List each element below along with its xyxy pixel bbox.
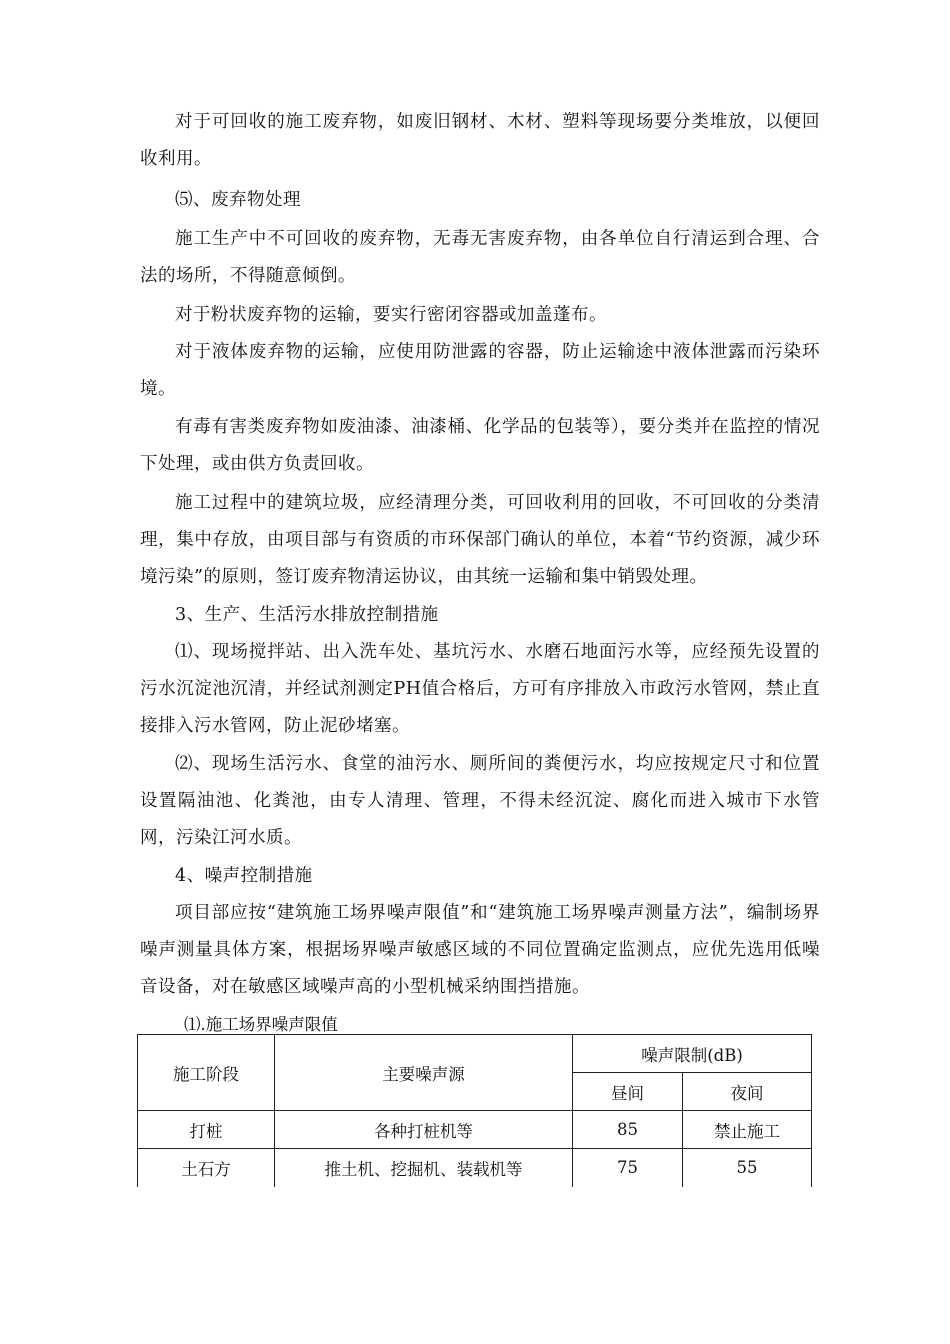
paragraph-powder-waste: 对于粉状废弃物的运输，要实行密闭容器或加盖蓬布。 xyxy=(175,305,607,325)
table-row xyxy=(138,1149,812,1187)
heading-noise-control: 4、噪声控制措施 xyxy=(175,866,313,886)
cell-stage: 土石方 xyxy=(138,1149,275,1187)
header-stage: 施工阶段 xyxy=(138,1035,275,1111)
paragraph-recyclable-waste: 对于可回收的施工废弃物，如废旧钢材、木材、塑料等现场要分类堆放，以便回收利用。 xyxy=(140,112,820,169)
noise-limit-table xyxy=(137,1034,812,1187)
cell-night: 55 xyxy=(683,1149,812,1187)
paragraph-sewage-1: ⑴、现场搅拌站、出入洗车处、基坑污水、水磨石地面污水等，应经预先设置的污水沉淀池沉清，并经试剂测定PH值合格后，方可有序排放入市政污水管网，禁止直接排入污水管网，防止泥砂堵塞。 xyxy=(140,642,820,736)
header-day: 昼间 xyxy=(573,1073,683,1111)
heading-sewage-control: 3、生产、生活污水排放控制措施 xyxy=(175,605,439,625)
cell-day: 75 xyxy=(573,1149,683,1187)
paragraph-liquid-waste: 对于液体废弃物的运输，应使用防泄露的容器，防止运输途中液体泄露而污染环境。 xyxy=(140,342,820,399)
heading-waste-disposal: ⑸、废弃物处理 xyxy=(175,190,301,210)
table-row xyxy=(138,1111,812,1149)
paragraph-non-recyclable-waste: 施工生产中不可回收的废弃物，无毒无害废弃物，由各单位自行清运到合理、合法的场所，不得随意倾倒。 xyxy=(140,229,820,286)
cell-night: 禁止施工 xyxy=(683,1111,812,1149)
header-night: 夜间 xyxy=(683,1073,812,1111)
table-header-row xyxy=(138,1035,812,1073)
paragraph-hazardous-waste: 有毒有害类废弃物如废油漆、油漆桶、化学品的包装等），要分类并在监控的情况下处理，或由供方负责回收。 xyxy=(140,417,820,474)
cell-stage: 打桩 xyxy=(138,1111,275,1149)
paragraph-noise-plan: 项目部应按“建筑施工场界噪声限值”和“建筑施工场界噪声测量方法”，编制场界噪声测量具体方案，根据场界噪声敏感区域的不同位置确定监测点，应优先选用低噪音设备，对在敏感区域噪声高的小型机械采纳围挡措施。 xyxy=(140,903,820,997)
paragraph-construction-garbage: 施工过程中的建筑垃圾，应经清理分类，可回收利用的回收，不可回收的分类清理，集中存放，由项目部与有资质的市环保部门确认的单位，本着“节约资源，减少环境污染”的原则，签订废弃物清运协议，由其统一运输和集中销毁处理。 xyxy=(140,493,820,587)
cell-day: 85 xyxy=(573,1111,683,1149)
header-noise-limit: 噪声限制(dB) xyxy=(573,1035,812,1073)
table-caption: ⑴.施工场界噪声限值 xyxy=(184,1015,338,1034)
cell-source: 各种打桩机等 xyxy=(275,1111,573,1149)
cell-source: 推土机、挖掘机、装载机等 xyxy=(275,1149,573,1187)
header-noise-source: 主要噪声源 xyxy=(275,1035,573,1111)
paragraph-sewage-2: ⑵、现场生活污水、食堂的油污水、厕所间的粪便污水，均应按规定尺寸和位置设置隔油池、化粪池，由专人清理、管理，不得未经沉淀、腐化而进入城市下水管网，污染江河水质。 xyxy=(140,754,820,848)
